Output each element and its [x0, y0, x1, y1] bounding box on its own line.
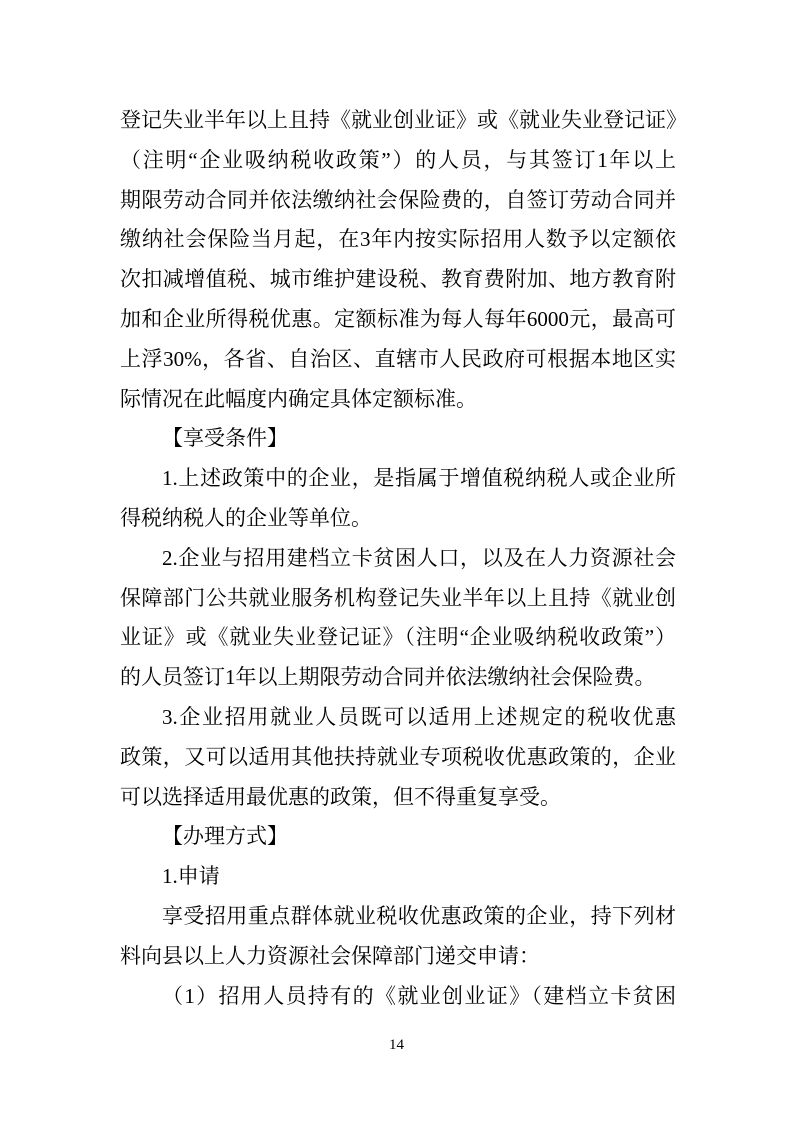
- text-line: 缴纳社会保险当月起，在3年内按实际招用人数予以定额依: [120, 227, 676, 252]
- text-line: 际情况在此幅度内确定具体定额标准。: [120, 386, 477, 411]
- text-line: 上浮30%，各省、自治区、直辖市人民政府可根据本地区实: [120, 346, 676, 371]
- text-line: 加和企业所得税优惠。定额标准为每人每年6000元，最高可: [120, 306, 676, 331]
- text-line: 可以选择适用最优惠的政策，但不得重复享受。: [120, 784, 561, 809]
- text-line: 1.申请: [162, 864, 220, 889]
- text-line: 业证》或《就业失业登记证》（注明“企业吸纳税收政策”）: [120, 625, 676, 650]
- text-line: 保障部门公共就业服务机构登记失业半年以上且持《就业创: [120, 585, 676, 610]
- section-heading: 【享受条件】: [162, 426, 288, 451]
- text-line: 的人员签订1年以上期限劳动合同并依法缴纳社会保险费。: [120, 665, 656, 690]
- text-block: [120, 101, 687, 1016]
- text-line: 2.企业与招用建档立卡贫困人口，以及在人力资源社会: [162, 545, 676, 570]
- text-line: 期限劳动合同并依法缴纳社会保险费的，自签订劳动合同并: [120, 187, 676, 212]
- text-line: 享受招用重点群体就业税收优惠政策的企业，持下列材: [162, 903, 676, 928]
- section-heading: 【办理方式】: [162, 824, 288, 849]
- text-line: 料向县以上人力资源社会保障部门递交申请：: [120, 943, 540, 968]
- text-line: 1.上述政策中的企业，是指属于增值税纳税人或企业所: [162, 466, 676, 491]
- text-line: 次扣减增值税、城市维护建设税、教育费附加、地方教育附: [120, 267, 676, 292]
- text-line: （注明“企业吸纳税收政策”）的人员，与其签订1年以上: [120, 147, 676, 172]
- text-line: 3.企业招用就业人员既可以适用上述规定的税收优惠: [162, 704, 676, 729]
- text-line: 得税纳税人的企业等单位。: [120, 505, 372, 530]
- text-line: 政策，又可以适用其他扶持就业专项税收优惠政策的，企业: [120, 744, 676, 769]
- text-line: 登记失业半年以上且持《就业创业证》或《就业失业登记证》: [120, 108, 687, 132]
- page-number: 14: [389, 1037, 404, 1053]
- text-line: （1）招用人员持有的《就业创业证》（建档立卡贫困: [162, 983, 676, 1008]
